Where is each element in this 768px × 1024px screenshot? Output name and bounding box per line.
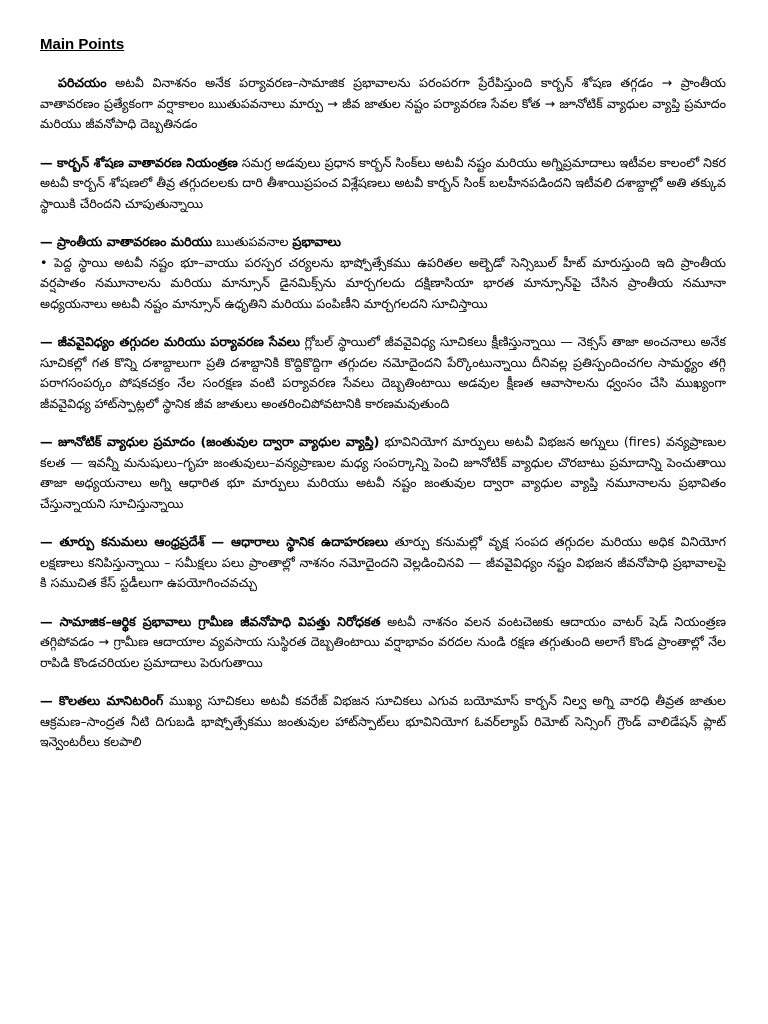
section-lead: — ప్రాంతీయ వాతావరణం మరియు: [40, 234, 213, 249]
section-carbon-sequestration: [40, 153, 726, 215]
section-eastern-ghats: [40, 532, 726, 594]
page-heading: Main Points: [40, 36, 125, 53]
section-introduction: [40, 73, 726, 135]
section-monitoring: [40, 691, 726, 753]
document-page: [40, 36, 726, 771]
section-lead: — తూర్పు కనుమలు ఆంధ్రప్రదేశ్ — ఆధారాలు స్థానిక ఉదాహరణలు: [40, 534, 389, 549]
section-lead-2: ప్రభావాలు: [292, 234, 341, 249]
section-lead: — సామాజిక–ఆర్థిక ప్రభావాలు గ్రామీణ జీవనోపాధి విపత్తు నిరోధకత: [40, 613, 381, 629]
section-socio-economic: [40, 612, 726, 674]
section-text: • పెద్ద స్థాయి అటవీ నష్టం భూ–వాయు పరస్పర చర్యలను భాష్పోత్సేకము ఉపరితల అల్బెడో సెన్సిబుల్ హీట్ మారుస్తుంది ఇది ప్రాంతీయ వర్షపాతం నమూనాలను మరియు మాన్సూన్ డైనమిక్స్‌ను మార్చగలదు దక్షిణాసియా భారత మాన్సూన్‌పై చేసిన ప్రాంతీయ నమూనా అధ్యయనాలు అటవీ నష్టం మాన్సూన్ ఉధృతిని మరియు పంపిణీని మార్చగలదని సూచిస్తాయి: [40, 254, 726, 311]
section-text: అటవీ వినాశనం అనేక పర్యావరణ–సామాజిక ప్రభావాలను పరంపరగా ప్రేరేపిస్తుంది కార్బన్ శోషణ తగ్గడం → ప్రాంతీయ వాతావరణం ప్రత్యేకంగా వర్షాకాలం ఋతుపవనాలు మార్పు → జీవ జాతుల నష్టం పర్యావరణ సేవల కోత → జూనోటిక్ వ్యాధుల వ్యాప్తి ప్రమాదం మరియు జీవనోపాధి దెబ్బతినడం: [40, 75, 726, 131]
section-text: సమగ్ర అడవులు ప్రధాన కార్బన్ సింక్‌లు అటవీ నష్టం మరియు అగ్నిప్రమాదాలు ఇటీవల కాలంలో నికర అటవీ కార్బన్ శోషణలో తీవ్ర తగ్గుదలలకు దారి తీశాయిప్రపంచ విశ్లేషణలు అటవీ కార్బన్ సింక్ బలహీనపడిందని ఇటీవలి దశాబ్దాల్లో అతి తక్కువ స్థాయికి చేరిందని చూపుతున్నాయి: [40, 154, 726, 211]
section-text: ముఖ్య సూచికలు అటవీ కవరేజ్ విభజన సూచికలు ఎగువ బయోమాస్ కార్బన్ నిల్వ అగ్ని వారధి తీవ్రత జాతుల ఆక్రమణ–సాంద్రత నీటి దిగుబడి భాష్పోత్సేకము జంతువుల హాట్‌స్పాట్‌లు భూవినియోగ ఓవర్‌ల్యాప్ రిమోట్ సెన్సింగ్ గ్రౌండ్ వాలిడేషన్ ప్లాట్ ఇన్వెంటరీలు కలపాలి: [40, 693, 726, 749]
section-zoonotic-disease: [40, 432, 726, 514]
section-regional-climate: [40, 232, 726, 314]
section-lead: పరిచయం: [58, 75, 107, 90]
section-lead: — జూనోటిక్ వ్యాధుల ప్రమాదం (జంతువుల ద్వారా వ్యాధుల వ్యాప్తి): [40, 434, 380, 449]
section-text: భూవినియోగ మార్పులు అటవీ విభజన అగ్నులు (fires) వన్యప్రాణుల కలత — ఇవన్నీ మనుషులు–గృహ జంతువులు–వన్యప్రాణుల మధ్య సంపర్కాన్ని పెంచి జూనోటిక్ వ్యాధుల చొరబాటు ప్రమాదాన్ని పెంచుతాయి తాజా అధ్యయనాలు అగ్ని ఆధారిత భూ మార్పులు మరియు అటవీ నష్టం జంతువుల ద్వారా వ్యాధుల వ్యాప్తి నమూనాలను ప్రభావితం చేస్తున్నాయని సూచిస్తున్నాయి: [40, 434, 727, 511]
section-lead: — జీవవైవిధ్యం తగ్గుదల మరియు పర్యావరణ సేవలు: [40, 334, 300, 349]
section-lead-plain: ఋతుపవనాల: [212, 234, 293, 249]
section-text: అటవీ నాశనం వలన వంటచెఱకు ఆదాయం వాటర్ షెడ్ నియంత్రణ తగ్గిపోవడం → గ్రామీణ ఆదాయాల వ్యవసాయ సుస్థిరత దెబ్బతింటాయి వర్షాభావం వరదల నుండి రక్షణ తగ్గుతుంది అలాగే కొండ ప్రాంతాల్లో నేల రాపిడి కొండచరియల ప్రమాదాలు పెరుగుతాయి: [40, 613, 726, 670]
section-lead: — కార్బన్ శోషణ వాతావరణ నియంత్రణ: [40, 154, 238, 170]
section-text: గ్లోబల్ స్థాయిలో జీవవైవిధ్య సూచికలు క్షీణిస్తున్నాయి — నెక్సస్ తాజా అంచనాలు అనేక సూచికల్లో గత కొన్ని దశాబ్దాలుగా ప్రతి దశాబ్దానికి కొద్దికొద్దిగా తగ్గుదల నమోదైందని పేర్కొంటున్నాయి దీనివల్ల ప్రతిస్పందించగల సామర్థ్యం తగ్గి పరాగసంపర్కం పోషకచక్రం నేల సంరక్షణ వంటి పర్యావరణ సేవలు దెబ్బతింటాయి అడవుల క్షీణత ఆవాసాలను ధ్వంసం చేసి ముఖ్యంగా జీవవైవిధ్య హాట్‌స్పాట్లలో స్థానిక జీవ జాతులు అంతరించిపోవటానికి కారణమవుతుంది: [40, 334, 727, 411]
section-text: తూర్పు కనుమల్లో వృక్ష సంపద తగ్గుదల మరియు అధిక వినియోగ లక్షణాలు కనిపిస్తున్నాయి – సమీక్షలు పలు ప్రాంతాల్లో నాశనం నమోదైందని వెల్లడించినవి — జీవవైవిధ్యం నష్టం విభజన జీవనోపాధి ప్రభావాలపై కి సముచిత కేస్ స్టడీలుగా ఉపయోగించవచ్చు: [40, 534, 726, 590]
section-biodiversity: [40, 332, 726, 414]
section-lead: — కొలతలు మానిటరింగ్: [40, 693, 164, 708]
